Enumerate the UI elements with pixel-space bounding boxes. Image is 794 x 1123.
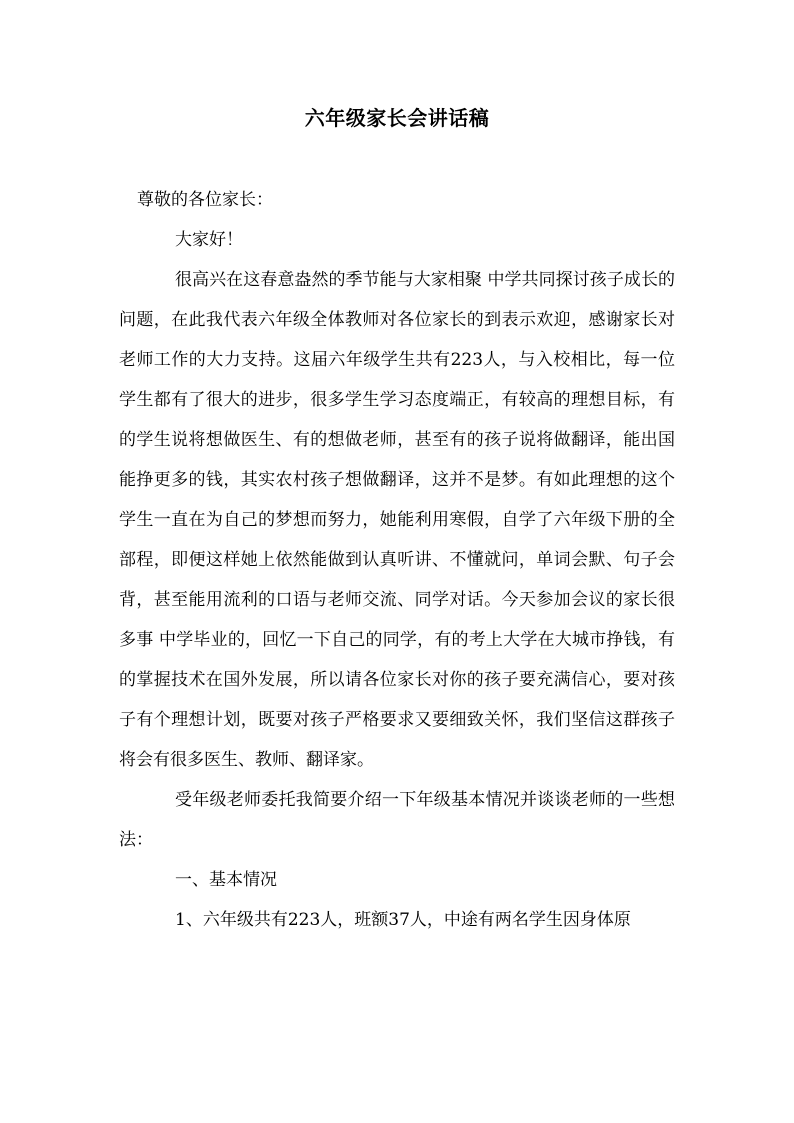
body-paragraph: 很高兴在这春意盎然的季节能与大家相聚 中学共同探讨孩子成长的问题，在此我代表六年级全体教师对各位家长的到表示欢迎，感谢家长对老师工作的大力支持。这届六年级学生共有223人，与入校相比，每一位学生都有了很大的进步，很多学生学习态度端正，有较高的理想目标，有的学生说将想做医生、有的想做老师，甚至有的孩子说将做翻译，能出国能挣更多的钱，其实农村孩子想做翻译，这并不是梦。有如此理想的这个学生一直在为自己的梦想而努力，她能利用寒假，自学了六年级下册的全部程，即便这样她上依然能做到认真听讲、不懂就问，单词会默、句子会背，甚至能用流利的口语与老师交流、同学对话。今天参加会议的家长很多事 中学毕业的，回忆一下自己的同学，有的考上大学在大城市挣钱，有的掌握技术在国外发展，所以请各位家长对你的孩子要充满信心，要对孩子有个理想计划，既要对孩子严格要求又要细致关怀，我们坚信这群孩子将会有很多医生、教师、翻译家。 <box>119 270 675 770</box>
document-body <box>119 180 675 940</box>
body-paragraph: 1、六年级共有223人，班额37人，中途有两名学生因身体原 <box>175 910 631 930</box>
salutation: 尊敬的各位家长： <box>137 190 273 210</box>
document-title: 六年级家长会讲话稿 <box>304 106 490 130</box>
body-paragraph: 受年级老师委托我简要介绍一下年级基本情况并谈谈老师的一些想法： <box>119 790 675 850</box>
section-heading: 一、基本情况 <box>175 870 277 890</box>
greeting: 大家好！ <box>175 230 243 250</box>
